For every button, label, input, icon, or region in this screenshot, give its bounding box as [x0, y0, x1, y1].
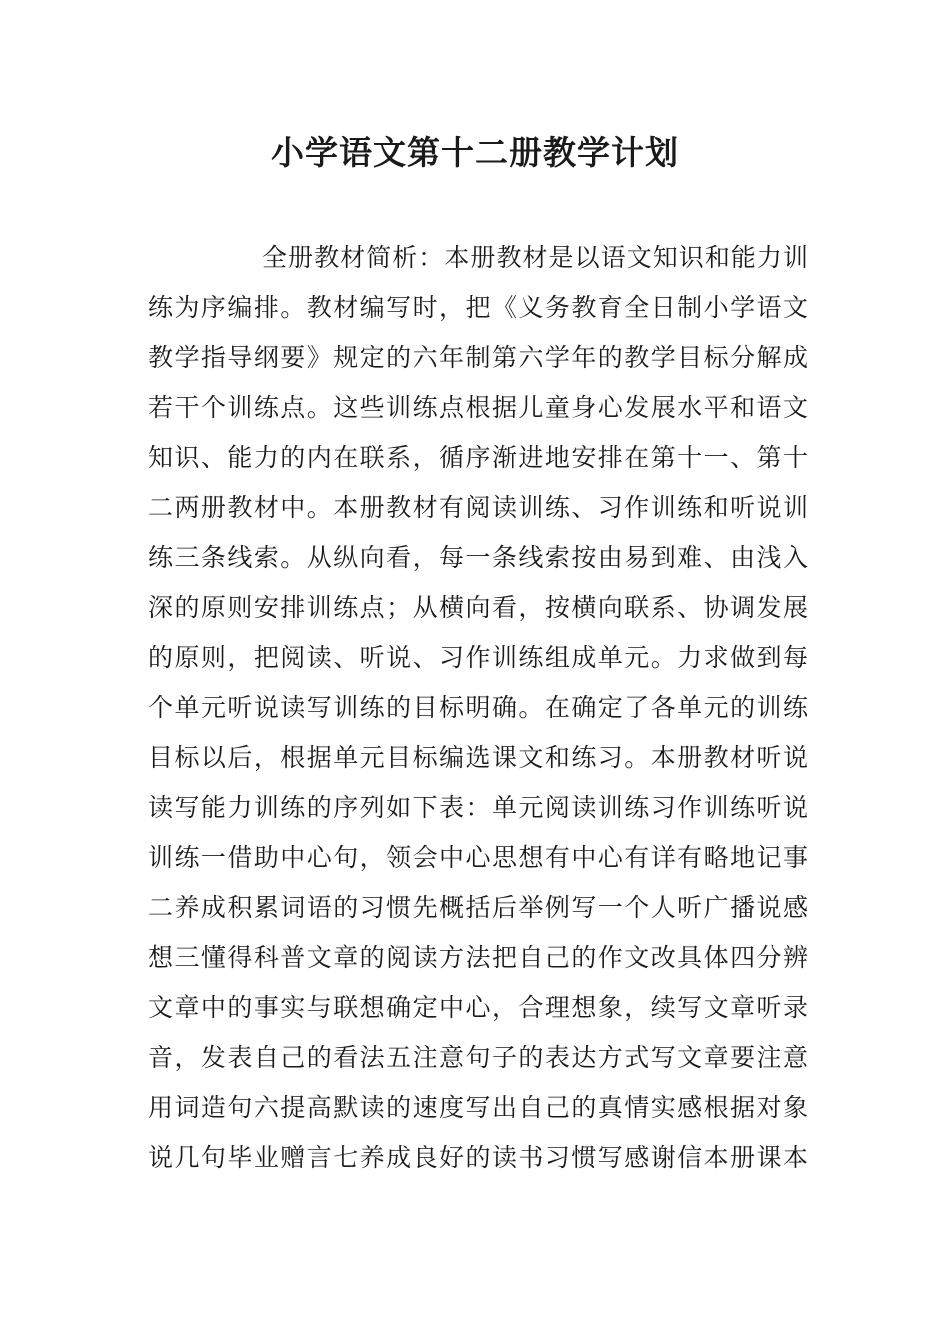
paragraph-line: 二两册教材中。本册教材有阅读训练、习作训练和听说训	[148, 493, 808, 522]
paragraph-line: 练三条线索。从纵向看，每一条线索按由易到难、由浅入	[148, 543, 808, 572]
paragraph-line: 若干个训练点。这些训练点根据儿童身心发展水平和语文	[148, 393, 808, 422]
paragraph-line: 全册教材简析：本册教材是以语文知识和能力训	[262, 243, 808, 272]
paragraph-line: 个单元听说读写训练的目标明确。在确定了各单元的训练	[148, 693, 808, 722]
paragraph-line: 音，发表自己的看法五注意句子的表达方式写文章要注意	[148, 1043, 808, 1072]
paragraph-line: 读写能力训练的序列如下表：单元阅读训练习作训练听说	[148, 793, 808, 822]
paragraph-line: 文章中的事实与联想确定中心，合理想象，续写文章听录	[148, 993, 808, 1022]
paragraph-line: 说几句毕业赠言七养成良好的读书习惯写感谢信本册课本	[148, 1143, 808, 1172]
paragraph-line: 用词造句六提高默读的速度写出自己的真情实感根据对象	[148, 1093, 808, 1122]
paragraph-line: 教学指导纲要》规定的六年制第六学年的教学目标分解成	[148, 343, 808, 372]
paragraph-line: 想三懂得科普文章的阅读方法把自己的作文改具体四分辨	[148, 943, 808, 972]
paragraph-line: 训练一借助中心句，领会中心思想有中心有详有略地记事	[148, 843, 808, 872]
paragraph-line: 的原则，把阅读、听说、习作训练组成单元。力求做到每	[148, 643, 808, 672]
paragraph-line: 深的原则安排训练点；从横向看，按横向联系、协调发展	[148, 593, 808, 622]
paragraph-line: 目标以后，根据单元目标编选课文和练习。本册教材听说	[148, 743, 808, 772]
paragraph-line: 二养成积累词语的习惯先概括后举例写一个人听广播说感	[148, 893, 808, 922]
paragraph-line: 知识、能力的内在联系，循序渐进地安排在第十一、第十	[148, 443, 808, 472]
paragraph-line: 练为序编排。教材编写时，把《义务教育全日制小学语文	[148, 293, 808, 322]
page-title: 小学语文第十二册教学计划	[271, 133, 679, 172]
body-paragraph	[148, 233, 808, 1183]
